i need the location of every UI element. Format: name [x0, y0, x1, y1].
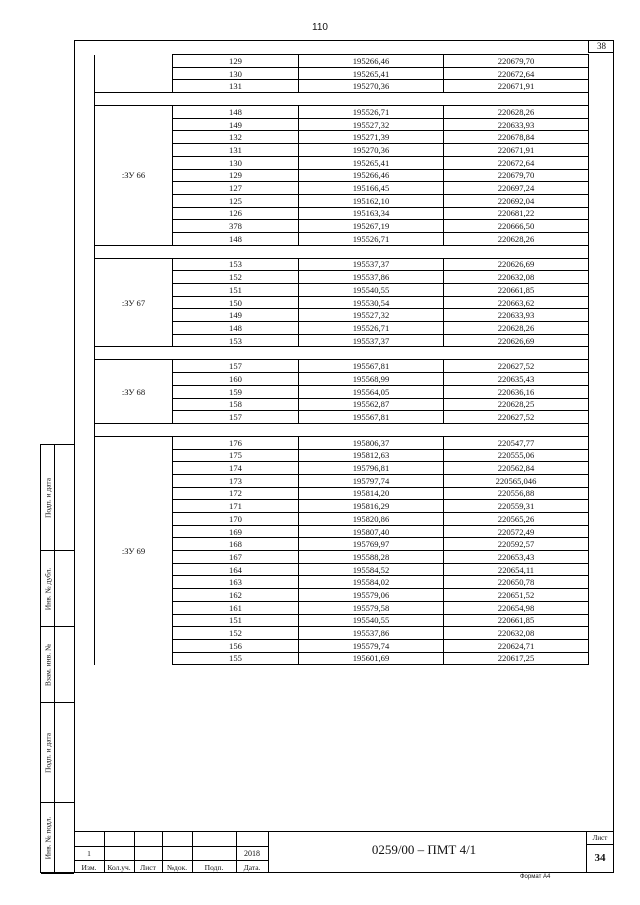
coord-x: 195562,87 [299, 398, 444, 411]
point-number: 126 [173, 207, 299, 220]
point-number: 156 [173, 639, 299, 652]
side-label: Инв. № дубл. [43, 567, 52, 610]
coord-x: 195540,55 [299, 284, 444, 297]
point-number: 132 [173, 131, 299, 144]
coord-x: 195527,32 [299, 309, 444, 322]
group-separator [95, 245, 589, 258]
group-separator [95, 347, 589, 360]
side-blank-cell [55, 445, 74, 551]
point-number: 129 [173, 55, 299, 68]
coord-y: 220627,52 [444, 411, 589, 424]
point-number: 155 [173, 652, 299, 665]
year: 2018 [244, 849, 260, 858]
coord-x: 195526,71 [299, 322, 444, 335]
point-number: 169 [173, 525, 299, 538]
coord-y: 220626,69 [444, 258, 589, 271]
coord-x: 195530,54 [299, 296, 444, 309]
coord-x: 195588,28 [299, 551, 444, 564]
point-number: 148 [173, 322, 299, 335]
coord-x: 195579,58 [299, 601, 444, 614]
coord-y: 220555,06 [444, 449, 589, 462]
side-blank-cell [55, 703, 74, 803]
coord-x: 195567,81 [299, 411, 444, 424]
point-number: 168 [173, 538, 299, 551]
coord-x: 195601,69 [299, 652, 444, 665]
side-label: Взам. инв. № [43, 643, 52, 686]
coord-y: 220624,71 [444, 639, 589, 652]
coord-x: 195579,74 [299, 639, 444, 652]
coordinate-table [94, 54, 589, 665]
coord-y: 220565,046 [444, 474, 589, 487]
coord-x: 195527,32 [299, 118, 444, 131]
point-number: 170 [173, 513, 299, 526]
coord-y: 220633,93 [444, 118, 589, 131]
coord-x: 195820,86 [299, 513, 444, 526]
point-number: 157 [173, 360, 299, 373]
coord-y: 220678,84 [444, 131, 589, 144]
sheet-label: Лист [592, 834, 608, 842]
coord-x: 195537,86 [299, 627, 444, 640]
coord-y: 220628,26 [444, 106, 589, 119]
group-separator [95, 423, 589, 436]
header-doc: №док. [166, 863, 188, 872]
table-row [95, 436, 589, 449]
coord-y: 220671,91 [444, 144, 589, 157]
coord-x: 195812,63 [299, 449, 444, 462]
coord-y: 220572,49 [444, 525, 589, 538]
header-date: Дата. [243, 863, 261, 872]
coord-y: 220679,70 [444, 169, 589, 182]
header-kol-uch: Кол.уч. [107, 863, 131, 872]
coord-x: 195814,20 [299, 487, 444, 500]
sheet-number-top: 38 [588, 40, 614, 53]
change-number: 1 [87, 849, 91, 858]
coord-x: 195579,06 [299, 589, 444, 602]
side-label: Подп. и дата [43, 477, 52, 518]
point-number: 163 [173, 576, 299, 589]
coord-x: 195568,99 [299, 373, 444, 386]
coord-x: 195270,36 [299, 144, 444, 157]
coord-y: 220628,25 [444, 398, 589, 411]
point-number: 130 [173, 156, 299, 169]
side-podp-data-2 [41, 703, 55, 803]
coord-x: 195267,19 [299, 220, 444, 233]
coord-y: 220672,64 [444, 156, 589, 169]
coord-y: 220592,57 [444, 538, 589, 551]
coord-x: 195526,71 [299, 232, 444, 245]
coord-x: 195584,52 [299, 563, 444, 576]
coord-x: 195540,55 [299, 614, 444, 627]
side-label: Инв. № подл. [43, 816, 52, 860]
point-number: 130 [173, 67, 299, 80]
point-number: 158 [173, 398, 299, 411]
point-number: 151 [173, 284, 299, 297]
table-row [95, 258, 589, 271]
parcel-label: :ЗУ 69 [95, 436, 173, 664]
coord-x: 195270,36 [299, 80, 444, 93]
point-number: 148 [173, 106, 299, 119]
coord-x: 195584,02 [299, 576, 444, 589]
table-row [95, 360, 589, 373]
point-number: 164 [173, 563, 299, 576]
document-code: 0259/00 – ПМТ 4/1 [371, 842, 477, 857]
coord-x: 195271,39 [299, 131, 444, 144]
parcel-label: :ЗУ 68 [95, 360, 173, 423]
coord-y: 220681,22 [444, 207, 589, 220]
coord-y: 220628,26 [444, 232, 589, 245]
coord-x: 195166,45 [299, 182, 444, 195]
sheet-number: 34 [594, 852, 606, 864]
coord-y: 220663,62 [444, 296, 589, 309]
coord-x: 195796,81 [299, 462, 444, 475]
point-number: 171 [173, 500, 299, 513]
coord-y: 220653,43 [444, 551, 589, 564]
point-number: 149 [173, 118, 299, 131]
header-list: Лист [140, 863, 156, 872]
group-separator [95, 93, 589, 106]
side-inv-podl [41, 803, 55, 874]
coord-x: 195537,37 [299, 334, 444, 347]
coord-x: 195265,41 [299, 67, 444, 80]
coord-y: 220559,31 [444, 500, 589, 513]
side-vzam-inv [41, 627, 55, 703]
parcel-label: :ЗУ 66 [95, 106, 173, 246]
point-number: 153 [173, 334, 299, 347]
coord-x: 195564,05 [299, 385, 444, 398]
coord-y: 220562,84 [444, 462, 589, 475]
point-number: 152 [173, 271, 299, 284]
coord-y: 220692,04 [444, 194, 589, 207]
page-number-top: 110 [312, 22, 328, 33]
coord-y: 220679,70 [444, 55, 589, 68]
side-label: Подп. и дата [43, 732, 52, 773]
coord-y: 220636,16 [444, 385, 589, 398]
point-number: 174 [173, 462, 299, 475]
table-row [95, 106, 589, 119]
coord-y: 220661,85 [444, 284, 589, 297]
side-stamp [40, 444, 74, 873]
coord-y: 220632,08 [444, 271, 589, 284]
coord-y: 220632,08 [444, 627, 589, 640]
coord-x: 195266,46 [299, 169, 444, 182]
point-number: 378 [173, 220, 299, 233]
point-number: 153 [173, 258, 299, 271]
side-inv-dubl [41, 551, 55, 627]
point-number: 149 [173, 309, 299, 322]
coord-y: 220628,26 [444, 322, 589, 335]
coord-x: 195769,97 [299, 538, 444, 551]
point-number: 131 [173, 144, 299, 157]
side-blank-cell [55, 627, 74, 703]
coord-y: 220654,98 [444, 601, 589, 614]
point-number: 162 [173, 589, 299, 602]
coord-y: 220635,43 [444, 373, 589, 386]
coord-x: 195162,10 [299, 194, 444, 207]
coord-y: 220617,25 [444, 652, 589, 665]
coord-y: 220671,91 [444, 80, 589, 93]
point-number: 159 [173, 385, 299, 398]
format-label: Формат А4 [520, 874, 551, 880]
coord-y: 220633,93 [444, 309, 589, 322]
side-blank-cell [55, 551, 74, 627]
coord-y: 220556,88 [444, 487, 589, 500]
coord-y: 220651,52 [444, 589, 589, 602]
title-block [74, 831, 614, 873]
coord-y: 220650,78 [444, 576, 589, 589]
coord-x: 195265,41 [299, 156, 444, 169]
side-blank-cell [55, 803, 74, 874]
coord-y: 220627,52 [444, 360, 589, 373]
coord-x: 195526,71 [299, 106, 444, 119]
coord-x: 195163,34 [299, 207, 444, 220]
coord-x: 195567,81 [299, 360, 444, 373]
coord-x: 195537,86 [299, 271, 444, 284]
coord-y: 220672,64 [444, 67, 589, 80]
parcel-label [95, 55, 173, 93]
point-number: 161 [173, 601, 299, 614]
parcel-label: :ЗУ 67 [95, 258, 173, 347]
coord-y: 220654,11 [444, 563, 589, 576]
coord-y: 220697,24 [444, 182, 589, 195]
coord-x: 195266,46 [299, 55, 444, 68]
coord-y: 220626,69 [444, 334, 589, 347]
point-number: 167 [173, 551, 299, 564]
header-izm: Изм. [81, 863, 97, 872]
coord-x: 195807,40 [299, 525, 444, 538]
point-number: 173 [173, 474, 299, 487]
point-number: 148 [173, 232, 299, 245]
coord-x: 195806,37 [299, 436, 444, 449]
point-number: 157 [173, 411, 299, 424]
point-number: 152 [173, 627, 299, 640]
header-podp: Подп. [204, 863, 224, 872]
point-number: 172 [173, 487, 299, 500]
point-number: 175 [173, 449, 299, 462]
point-number: 129 [173, 169, 299, 182]
coord-y: 220565,26 [444, 513, 589, 526]
point-number: 131 [173, 80, 299, 93]
point-number: 151 [173, 614, 299, 627]
side-podp-data-1 [41, 445, 55, 551]
table-row [95, 55, 589, 68]
point-number: 125 [173, 194, 299, 207]
coord-x: 195537,37 [299, 258, 444, 271]
point-number: 176 [173, 436, 299, 449]
coord-x: 195816,29 [299, 500, 444, 513]
point-number: 160 [173, 373, 299, 386]
coord-y: 220666,50 [444, 220, 589, 233]
coord-x: 195797,74 [299, 474, 444, 487]
point-number: 127 [173, 182, 299, 195]
coord-y: 220661,85 [444, 614, 589, 627]
coord-y: 220547,77 [444, 436, 589, 449]
point-number: 150 [173, 296, 299, 309]
